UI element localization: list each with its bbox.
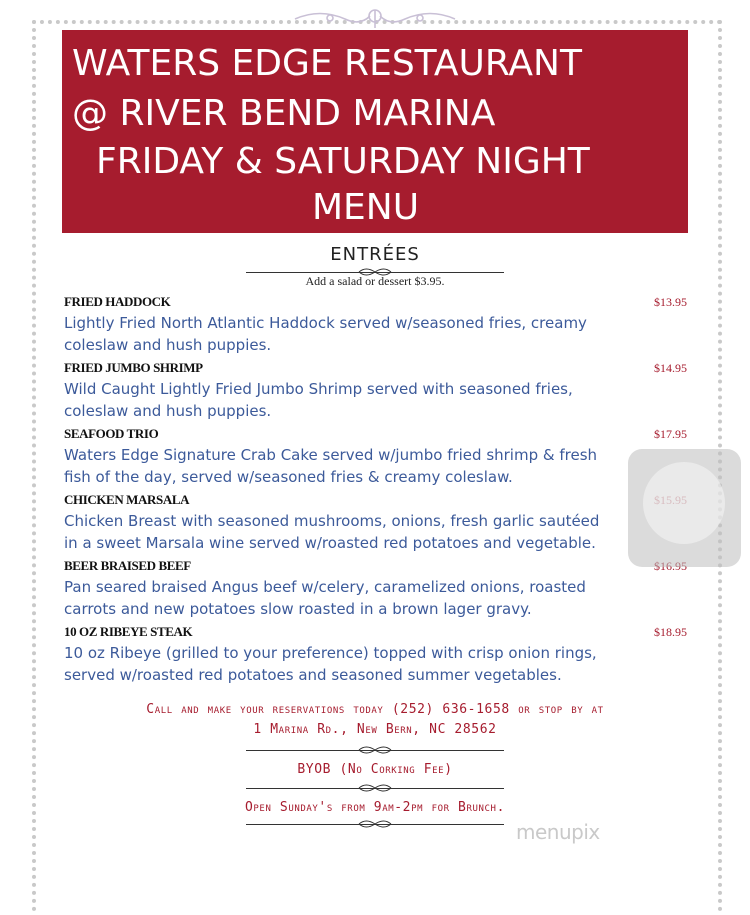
top-flourish-ornament — [290, 6, 460, 32]
menu-item-description-line: carrots and new potatoes slow roasted in a brown lager gravy. — [64, 600, 532, 618]
menu-item-description-line: 10 oz Ribeye (grilled to your preference) topped with crisp onion rings, — [64, 644, 597, 662]
header-title-line2: @ RIVER BEND MARINA — [72, 93, 496, 134]
restaurant-header — [62, 30, 688, 233]
menu-item-price: $17.95 — [654, 427, 687, 441]
menu-item-price: $14.95 — [654, 361, 687, 375]
menu-item-description-line: served w/roasted red potatoes and seasoned summer vegetables. — [64, 666, 562, 684]
section-title: ENTRÉES — [330, 244, 420, 265]
header-title-line4: MENU — [312, 187, 420, 228]
menu-item-price: $13.95 — [654, 295, 687, 309]
menu-item-name: CHICKEN MARSALA — [64, 492, 190, 507]
reservations-line: Call and make your reservations today (252) 636-1658 or stop by at — [146, 702, 604, 717]
menu-item-name: FRIED HADDOCK — [64, 294, 171, 309]
menu-item-name: SEAFOOD TRIO — [64, 426, 159, 441]
section-note: Add a salad or dessert $3.95. — [305, 274, 445, 288]
menu-item-description-line: Wild Caught Lightly Fried Jumbo Shrimp served with seasoned fries, — [64, 380, 573, 398]
menu-item-name: 10 OZ RIBEYE STEAK — [64, 624, 193, 639]
menu-item-name: FRIED JUMBO SHRIMP — [64, 360, 203, 375]
header-title-line1: WATERS EDGE RESTAURANT — [72, 43, 582, 84]
menu-item-price: $18.95 — [654, 625, 687, 639]
byob-note: BYOB (No Corking Fee) — [297, 762, 453, 777]
brunch-note: Open Sunday's from 9am-2pm for Brunch. — [244, 800, 505, 815]
menu-item-description-line: Lightly Fried North Atlantic Haddock served w/seasoned fries, creamy — [64, 314, 587, 332]
menupix-watermark: menupix — [516, 820, 600, 844]
footer-divider-ornament — [357, 818, 393, 830]
footer-divider-ornament — [357, 782, 393, 794]
header-title-line3: FRIDAY & SATURDAY NIGHT — [96, 141, 590, 182]
menu-item-description-line: in a sweet Marsala wine served w/roasted red potatoes and vegetable. — [64, 534, 596, 552]
menu-item-description — [64, 576, 644, 620]
menu-item-description-line: Pan seared braised Angus beef w/celery, caramelized onions, roasted — [64, 578, 586, 596]
menu-item-description — [64, 642, 644, 686]
menu-item-description — [64, 378, 644, 422]
assistive-touch-circle-icon — [643, 462, 725, 544]
menu-item-name: BEER BRAISED BEEF — [64, 558, 191, 573]
menu-item-description-line: fish of the day, served w/seasoned fries & creamy coleslaw. — [64, 468, 513, 486]
menu-item-description — [64, 510, 644, 554]
menu-item-description — [64, 312, 644, 356]
menu-item-description-line: Waters Edge Signature Crab Cake served w/jumbo fried shrimp & fresh — [64, 446, 598, 464]
menu-item-description-line: coleslaw and hush puppies. — [64, 336, 272, 354]
menu-item-description-line: Chicken Breast with seasoned mushrooms, onions, fresh garlic sautéed — [64, 512, 600, 530]
menu-item-description-line: coleslaw and hush puppies. — [64, 402, 272, 420]
menu-item-description — [64, 444, 644, 488]
address-line: 1 Marina Rd., New Bern, NC 28562 — [253, 722, 497, 737]
footer-divider-ornament — [357, 744, 393, 756]
